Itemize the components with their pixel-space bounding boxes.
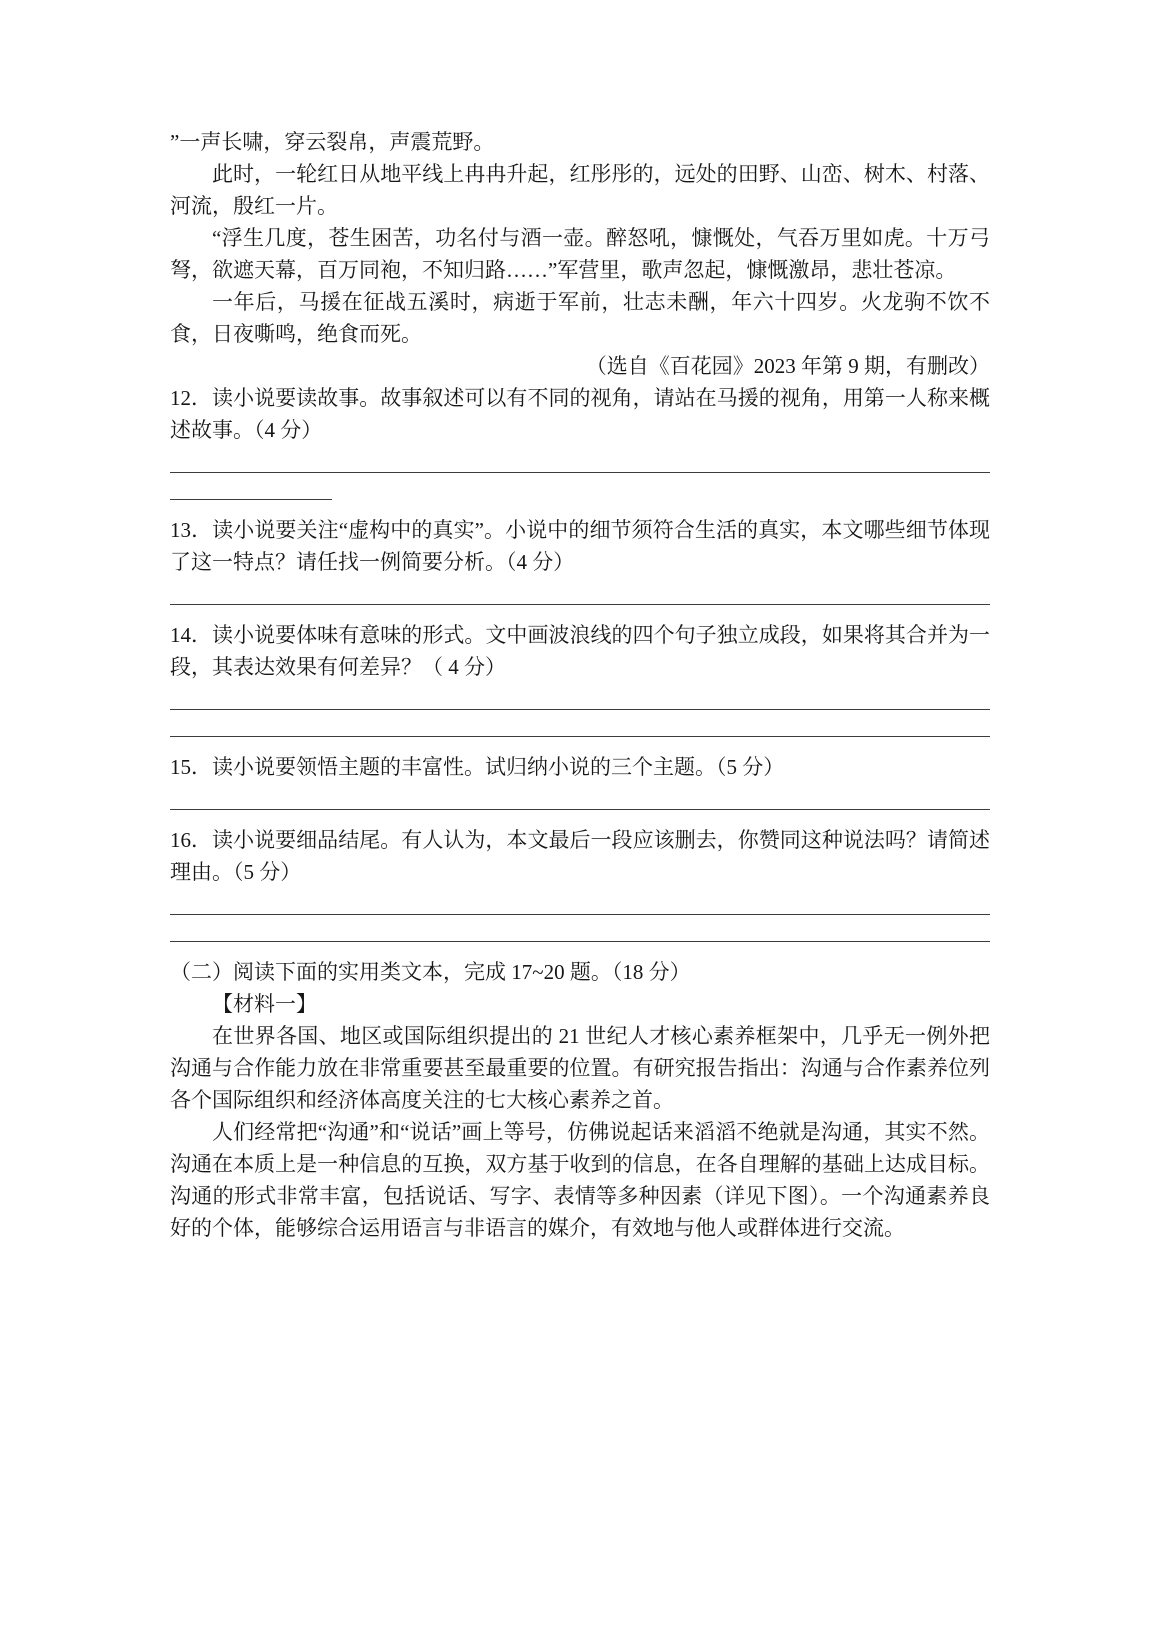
story-paragraph: “浮生几度，苍生困苦，功名付与酒一壶。醉怒吼，慷慨处，气吞万里如虎。十万弓弩，欲遮天幕，百万同袍，不知归路……”军营里，歌声忽起，慷慨激昂，悲壮苍凉。 xyxy=(170,226,990,282)
question-13-text: 13．读小说要关注“虚构中的真实”。小说中的细节须符合生活的真实，本文哪些细节体现了这一特点？请任找一例简要分析。（4 分） xyxy=(170,518,990,574)
question-block-12 xyxy=(170,382,990,500)
question-12-text: 12．读小说要读故事。故事叙述可以有不同的视角，请站在马援的视角，用第一人称来概述故事。（4 分） xyxy=(170,386,990,442)
question-block-14 xyxy=(170,619,990,737)
question-block-13 xyxy=(170,514,990,605)
answer-line xyxy=(170,683,990,710)
page-content xyxy=(170,126,990,1244)
question-block-15 xyxy=(170,751,990,810)
section-2-heading: （二）阅读下面的实用类文本，完成 17~20 题。（18 分） xyxy=(170,960,691,984)
story-paragraph: 此时，一轮红日从地平线上冉冉升起，红彤彤的，远处的田野、山峦、树木、村落、河流，殷红一片。 xyxy=(170,162,990,218)
question-14-text: 14．读小说要体味有意味的形式。文中画波浪线的四个句子独立成段，如果将其合并为一段，其表达效果有何差异？（ 4 分） xyxy=(170,623,990,679)
answer-line xyxy=(170,783,990,810)
answer-line xyxy=(170,915,990,942)
source-attribution: （选自《百花园》2023 年第 9 期，有删改） xyxy=(585,354,990,378)
answer-line xyxy=(170,473,332,500)
question-16-text: 16．读小说要细品结尾。有人认为，本文最后一段应该删去，你赞同这种说法吗？请简述理由。（5 分） xyxy=(170,828,990,884)
answer-line xyxy=(170,578,990,605)
question-block-16 xyxy=(170,824,990,942)
answer-line xyxy=(170,446,990,473)
material-1-label: 【材料一】 xyxy=(212,992,317,1016)
answer-line xyxy=(170,888,990,915)
material-paragraph: 人们经常把“沟通”和“说话”画上等号，仿佛说起话来滔滔不绝就是沟通，其实不然。沟通在本质上是一种信息的互换，双方基于收到的信息，在各自理解的基础上达成目标。沟通的形式非常丰富，包括说话、写字、表情等多种因素（详见下图）。一个沟通素养良好的个体，能够综合运用语言与非语言的媒介，有效地与他人或群体进行交流。 xyxy=(170,1120,990,1240)
story-paragraph: 一年后，马援在征战五溪时，病逝于军前，壮志未酬，年六十四岁。火龙驹不饮不食，日夜嘶鸣，绝食而死。 xyxy=(170,290,990,346)
story-paragraph-continuation: ”一声长啸，穿云裂帛，声震荒野。 xyxy=(170,130,495,154)
material-paragraph: 在世界各国、地区或国际组织提出的 21 世纪人才核心素养框架中，几乎无一例外把沟通与合作能力放在非常重要甚至最重要的位置。有研究报告指出：沟通与合作素养位列各个国际组织和经济体高度关注的七大核心素养之首。 xyxy=(170,1024,990,1112)
answer-line xyxy=(170,710,990,737)
question-15-text: 15．读小说要领悟主题的丰富性。试归纳小说的三个主题。（5 分） xyxy=(170,755,785,779)
